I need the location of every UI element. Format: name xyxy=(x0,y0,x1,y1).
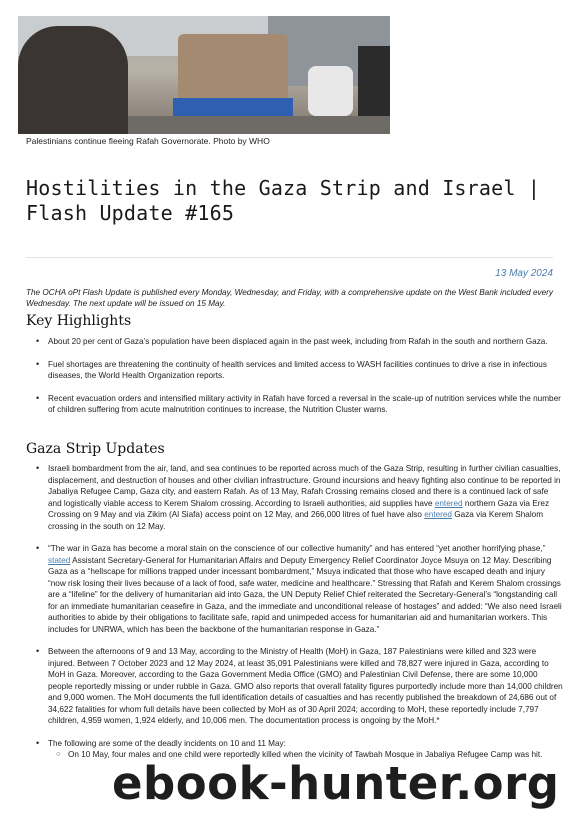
title-line-2: Flash Update #165 xyxy=(26,201,235,225)
photo-road xyxy=(128,116,390,134)
publish-date: 13 May 2024 xyxy=(495,268,553,279)
update-item-bombardment xyxy=(48,463,564,532)
key-highlights-heading: Key Highlights xyxy=(26,313,132,329)
gaza-updates-list xyxy=(26,463,564,772)
highlight-item: • Recent evacuation orders and intensified military activity in Rafah have forced a reversal in the scale-up of nutrition services while the number of children suffering from acute malnutrition continues to increase, the Nutrition Cluster warns. xyxy=(48,393,564,416)
divider xyxy=(26,257,553,258)
highlight-item: • About 20 per cent of Gaza’s population have been displaced again in the past week, including from Rafah in the south and northern Gaza. xyxy=(48,336,564,348)
entered-link-1[interactable]: entered xyxy=(434,498,463,508)
stated-link[interactable]: stated xyxy=(48,555,71,565)
title-line-1: Hostilities in the Gaza Strip and Israel | xyxy=(26,176,541,200)
gaza-updates-heading: Gaza Strip Updates xyxy=(26,441,165,457)
watermark: ebook-hunter.org xyxy=(112,757,560,810)
update-text: Israeli bombardment from the air, land, and sea continues to be reported across much of the Gaza Strip, resulting in further civilian casualties, displacement, and destruction of houses and other civilian infrastructure. Ground incursions and heavy fighting also continue to be reported in Jabaliya Refugee Camp, Gaza city, and eastern Rafah. As of 13 May, Rafah Crossing remains closed and there is a continued lack of safe and logistically viable access to Kerem Shalom crossing. According to Israeli authorities, aid supplies have xyxy=(48,464,561,508)
intro-note: The OCHA oPt Flash Update is published every Monday, Wednesday, and Friday, with a comprehensive update on the West Bank included every Wednesday. The next update will be issued on 15 May. xyxy=(26,288,553,308)
update-text: northern Gaza via Erez Crossing on 9 May and via Zikim (Al Siafa) access point on 12 May, and 266,000 litres of fuel have also xyxy=(48,498,550,519)
update-item-msuya xyxy=(48,543,564,635)
photo-car xyxy=(308,66,353,116)
incident-item: ○ On 10 May, four males and one child were reportedly killed when the vicinity of Tawbah Mosque in Jabaliya Refugee Camp was hit. xyxy=(68,749,564,761)
photo-person-left xyxy=(18,26,128,134)
photo-cargo xyxy=(178,34,288,104)
update-text: Gaza via Kerem Shalom crossing in the south on 12 May. xyxy=(48,510,544,531)
entered-link-2[interactable]: entered xyxy=(424,510,452,519)
highlight-item: • Fuel shortages are threatening the continuity of health services and limited access to WASH facilities continues to drive a rise in infectious diseases, the World Health Organization reports. xyxy=(48,359,564,382)
key-highlights-list xyxy=(26,336,564,427)
page-title xyxy=(26,176,556,226)
update-item-casualties: • Between the afternoons of 9 and 13 May, according to the Ministry of Health (MoH) in Gaza, 187 Palestinians were killed and 323 were injured. Between 7 October 2023 and 12 May 2024, at least 35,091 Palestinians were killed and 78,827 were injured in Gaza, according to MoH in Gaza. Moreover, according to the Gaza Government Media Office (GMO) and Palestinian Civil Defense, there are some 10,000 people reportedly missing or under rubble in Gaza. GMO also reports that overall fatality figures purportedly include more than 14,000 children and 9,000 women. The MoH documents the full identification details of casualties and has recently published the breakdown of 24,686 out of 34,622 fatalities for whom full details have been collected by MoH as of 30 April 2024; according to MoH, these reportedly include 7,797 children, 4,959 women, 1,924 elderly, and 10,006 men. The documentation process is ongoing by the MoH.* xyxy=(48,646,564,727)
update-text: “The war in Gaza has become a moral stain on the conscience of our collective humanity” and has entered “yet another horrifying phase,” xyxy=(48,544,546,553)
update-text: The following are some of the deadly incidents on 10 and 11 May: xyxy=(48,738,286,748)
photo-caption: Palestinians continue fleeing Rafah Governorate. Photo by WHO xyxy=(26,136,270,146)
update-text: Assistant Secretary-General for Humanitarian Affairs and Deputy Emergency Relief Coordinator Joyce Msuya on 12 May. Describing Gaza as a “hellscape for millions trapped under incessant bombardment,” Msuya indicated that those who have escaped death and injury “now risk losing their lives because of a lack of food, safe water, medicine and healthcare.” Stressing that Rafah and Kerem Shalom crossings are a “lifeline” for the delivery of humanitarian aid into Gaza, the UN Deputy Relief Chief reiterated the Secretary-General’s “longstanding call for an immediate humanitarian ceasefire in Gaza, and the immediate and unconditional release of hostages” and added: “We also need Israeli authorities to abide by their obligations to facilitate safe, rapid and unimpeded access for humanitarian aid and humanitarian workers. This includes for UNRWA, which has been the backbone of the humanitarian response in Gaza.” xyxy=(48,555,562,634)
header-photo xyxy=(18,16,390,134)
